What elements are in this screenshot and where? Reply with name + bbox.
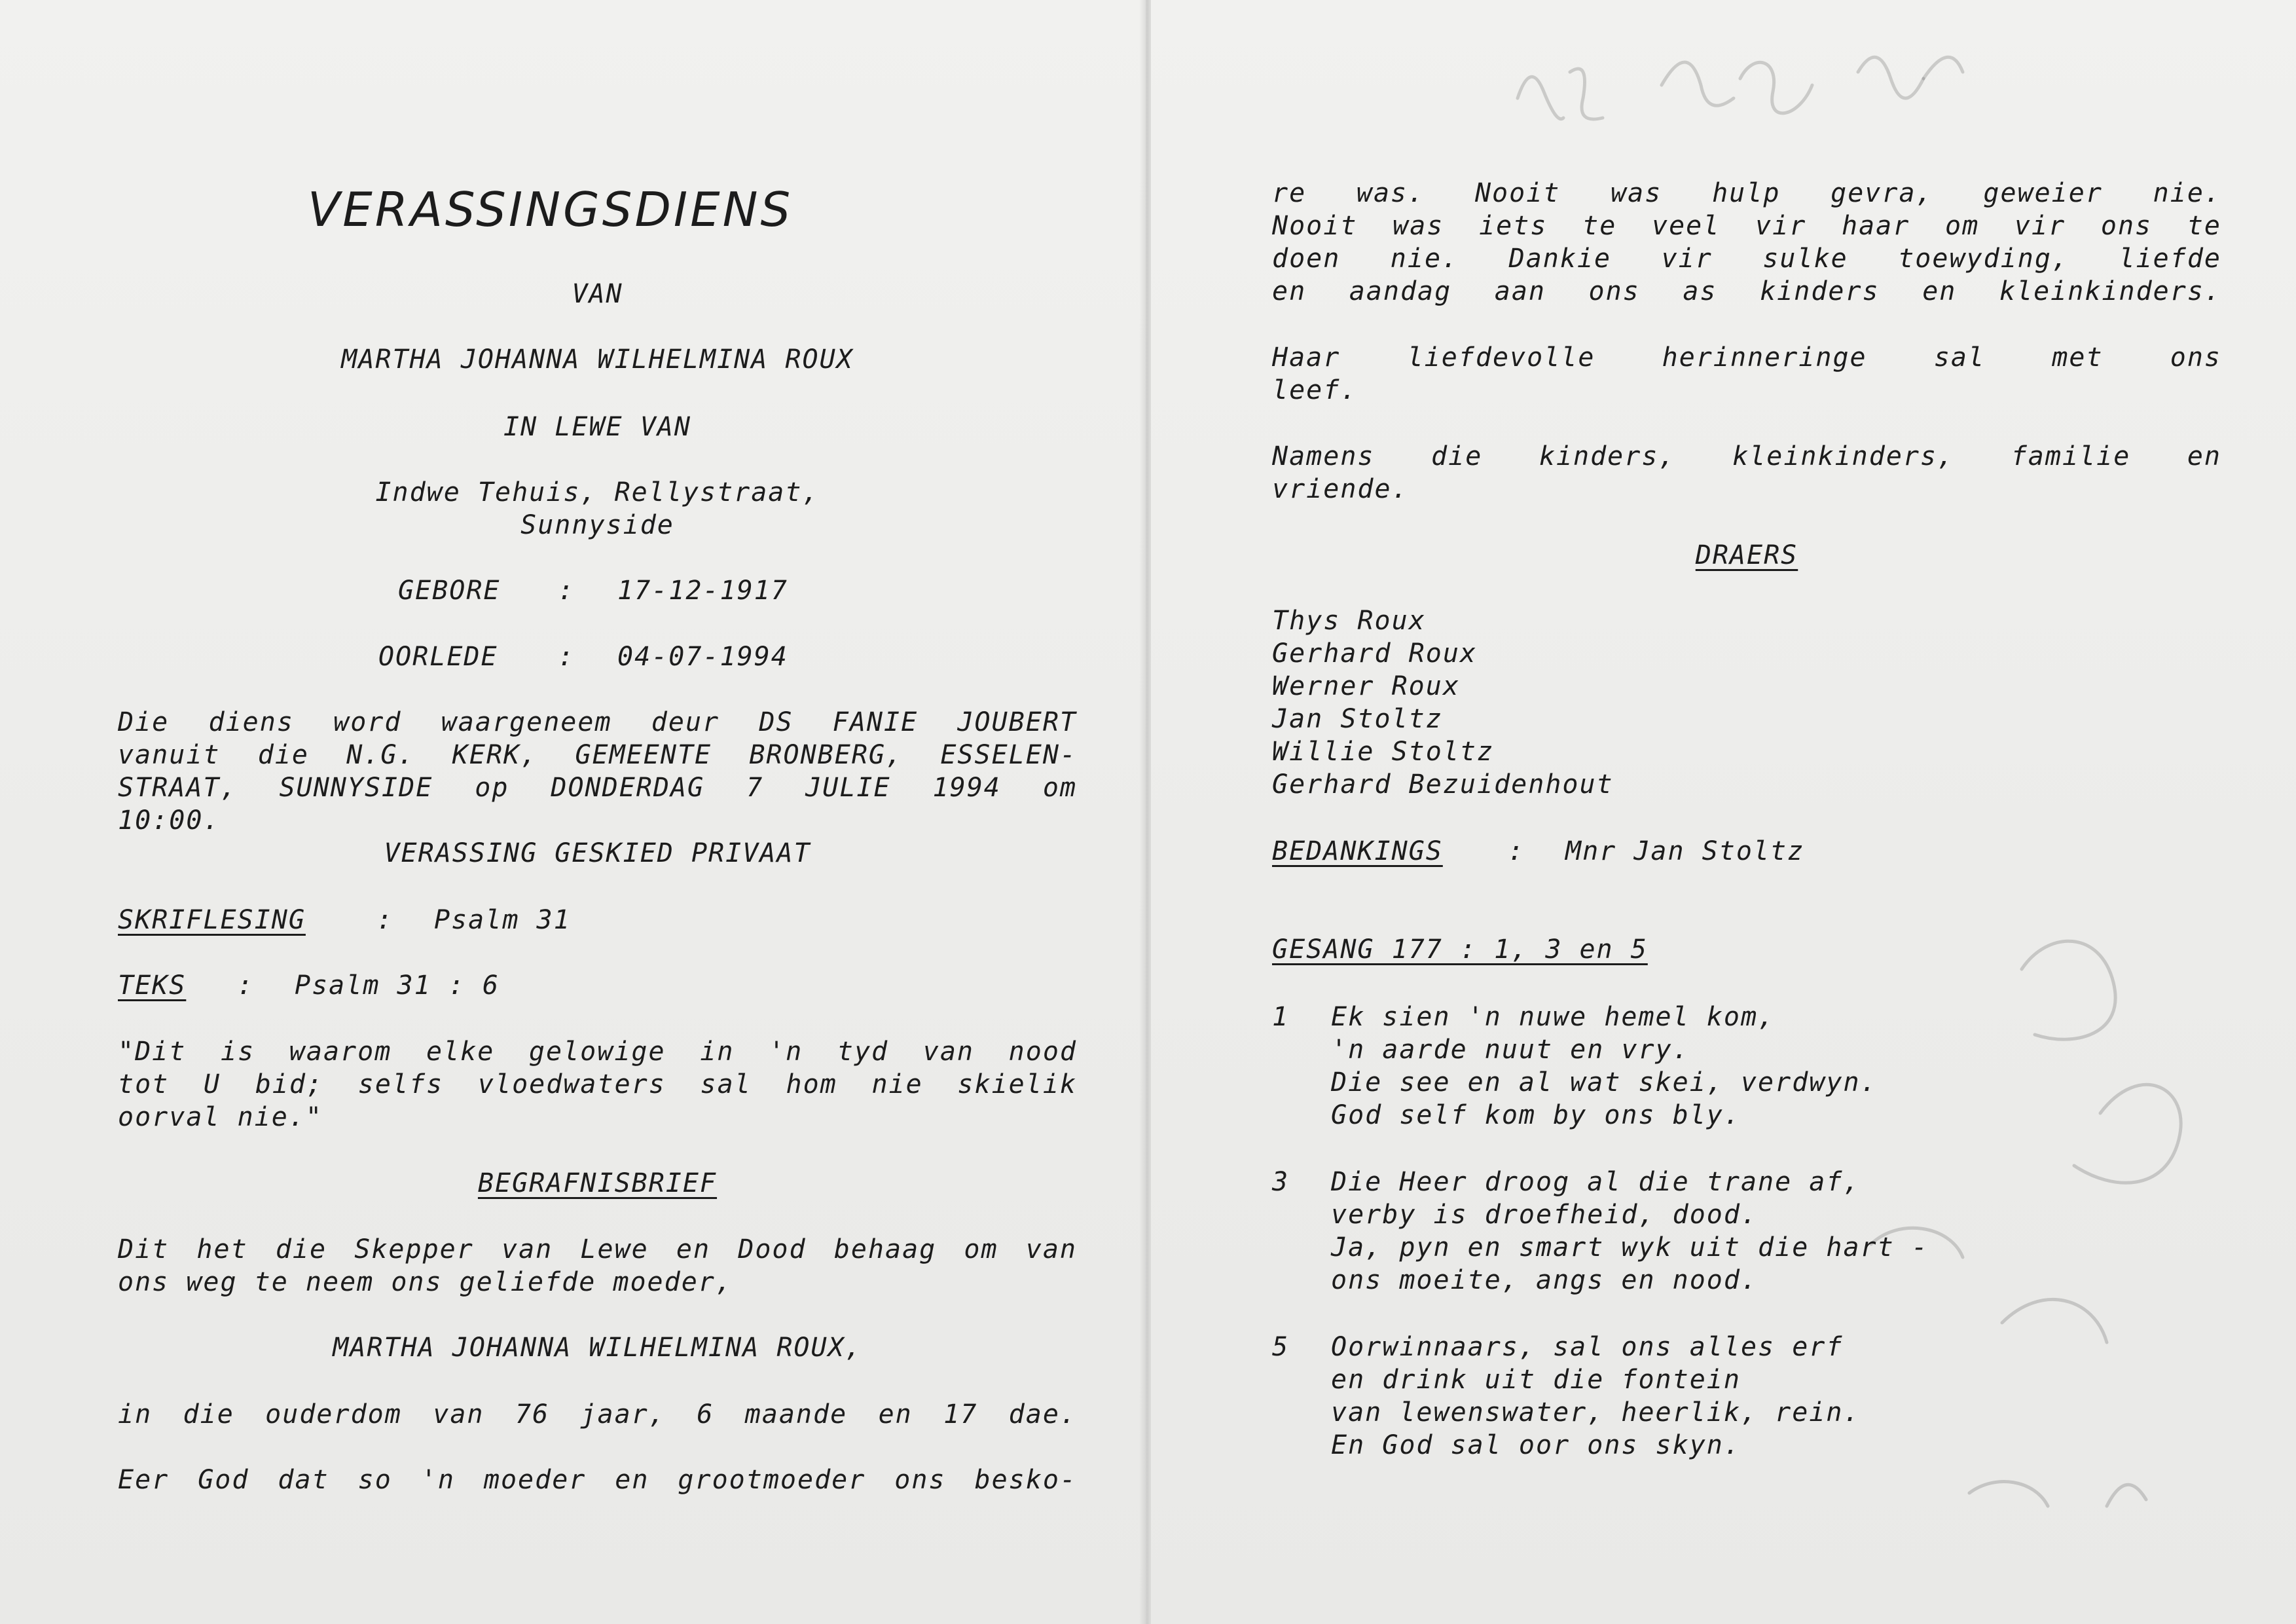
in-lewe-van-label: IN LEWE VAN	[503, 412, 691, 442]
oorlede-date: 04-07-1994	[617, 642, 788, 672]
verse-line: Ja, pyn en smart wyk uit die hart -	[1331, 1232, 1929, 1263]
draers-heading: DRAERS	[1695, 540, 1798, 570]
verse-line: ons moeite, angs en nood.	[1331, 1265, 1758, 1295]
verse-line: Oorwinnaars, sal ons alles erf	[1331, 1332, 1844, 1362]
draer-item: Jan Stoltz	[1272, 704, 1443, 734]
left-page	[0, 0, 1146, 1624]
verse-line: Die Heer droog al die trane af,	[1331, 1167, 1861, 1197]
draer-item: Thys Roux	[1272, 606, 1426, 636]
teks-sep: :	[237, 970, 255, 1001]
verse-line: Die see en al wat skei, verdwyn.	[1331, 1067, 1878, 1098]
brief-line-1: Dit het die Skepper van Lewe en Dood behaag om van	[118, 1234, 1077, 1264]
skriflesing-label: SKRIFLESING	[118, 905, 306, 935]
verse-line: van lewenswater, heerlik, rein.	[1331, 1397, 1861, 1428]
oorlede-sep: :	[558, 642, 575, 672]
para1-line-1: re was. Nooit was hulp gevra, geweier nie.	[1272, 178, 2221, 208]
age-line: in die ouderdom van 76 jaar, 6 maande en 17 dae.	[118, 1399, 1077, 1430]
gebore-sep: :	[558, 576, 575, 606]
verse-number: 5	[1272, 1332, 1290, 1362]
para2-line-1: Haar liefdevolle herinneringe sal met ons	[1272, 342, 2221, 373]
brief-line-2: ons weg te neem ons geliefde moeder,	[118, 1267, 733, 1297]
service-line-4: 10:00.	[118, 805, 221, 836]
deceased-name-repeat: MARTHA JOHANNA WILHELMINA ROUX,	[333, 1333, 862, 1363]
verse-number: 3	[1272, 1167, 1290, 1197]
page-title: VERASSINGSDIENS	[308, 182, 793, 237]
privaat-notice: VERASSING GESKIED PRIVAAT	[384, 838, 811, 868]
service-line-1: Die diens word waargeneem deur DS FANIE JOUBERT	[118, 707, 1077, 737]
verse-number: 1	[1272, 1002, 1290, 1032]
verse-line: 'n aarde nuut en vry.	[1331, 1035, 1690, 1065]
quote-line-2: tot U bid; selfs vloedwaters sal hom nie skielik	[118, 1069, 1077, 1099]
bedankings-sep: :	[1508, 836, 1525, 866]
para3-line-2: vriende.	[1272, 474, 1409, 504]
para3-line-1: Namens die kinders, kleinkinders, familie en	[1272, 441, 2221, 471]
service-line-2: vanuit die N.G. KERK, GEMEENTE BRONBERG, ESSELEN-	[118, 740, 1077, 770]
deceased-name: MARTHA JOHANNA WILHELMINA ROUX	[341, 344, 854, 375]
right-page	[1151, 0, 2296, 1624]
begrafnisbrief-heading: BEGRAFNISBRIEF	[477, 1168, 718, 1198]
verse-line: En God sal oor ons skyn.	[1331, 1430, 1741, 1460]
address-line-2: Sunnyside	[520, 510, 674, 540]
draer-item: Werner Roux	[1272, 671, 1460, 701]
draer-item: Willie Stoltz	[1272, 737, 1495, 767]
van-label: VAN	[572, 279, 623, 309]
draer-item: Gerhard Bezuidenhout	[1272, 769, 1614, 800]
verse-line: Ek sien 'n nuwe hemel kom,	[1331, 1002, 1776, 1032]
closing-line: Eer God dat so 'n moeder en grootmoeder ons besko-	[118, 1465, 1077, 1495]
para1-line-3: doen nie. Dankie vir sulke toewyding, liefde	[1272, 244, 2221, 274]
quote-line-1: "Dit is waarom elke gelowige in 'n tyd van nood	[118, 1037, 1077, 1067]
verse-line: God self kom by ons bly.	[1331, 1100, 1741, 1130]
draer-item: Gerhard Roux	[1272, 638, 1477, 669]
quote-line-3: oorval nie."	[118, 1102, 323, 1132]
verse-line: verby is droefheid, dood.	[1331, 1200, 1758, 1230]
para1-line-2: Nooit was iets te veel vir haar om vir ons te	[1272, 211, 2221, 241]
oorlede-label: OORLEDE	[378, 642, 498, 672]
teks-label: TEKS	[118, 970, 187, 1001]
skriflesing-value: Psalm 31	[434, 905, 571, 935]
teks-value: Psalm 31 : 6	[295, 970, 500, 1001]
service-line-3: STRAAT, SUNNYSIDE op DONDERDAG 7 JULIE 1994 om	[118, 773, 1077, 803]
para1-line-4: en aandag aan ons as kinders en kleinkinders.	[1272, 276, 2221, 306]
gesang-heading: GESANG 177 : 1, 3 en 5	[1272, 934, 1648, 965]
gebore-label: GEBORE	[398, 576, 501, 606]
verse-line: en drink uit die fontein	[1331, 1365, 1741, 1395]
para2-line-2: leef.	[1272, 375, 1358, 405]
bedankings-value: Mnr Jan Stoltz	[1565, 836, 1805, 866]
bedankings-label: BEDANKINGS	[1272, 836, 1443, 866]
gebore-date: 17-12-1917	[617, 576, 788, 606]
address-line-1: Indwe Tehuis, Rellystraat,	[375, 477, 820, 507]
skriflesing-sep: :	[376, 905, 394, 935]
